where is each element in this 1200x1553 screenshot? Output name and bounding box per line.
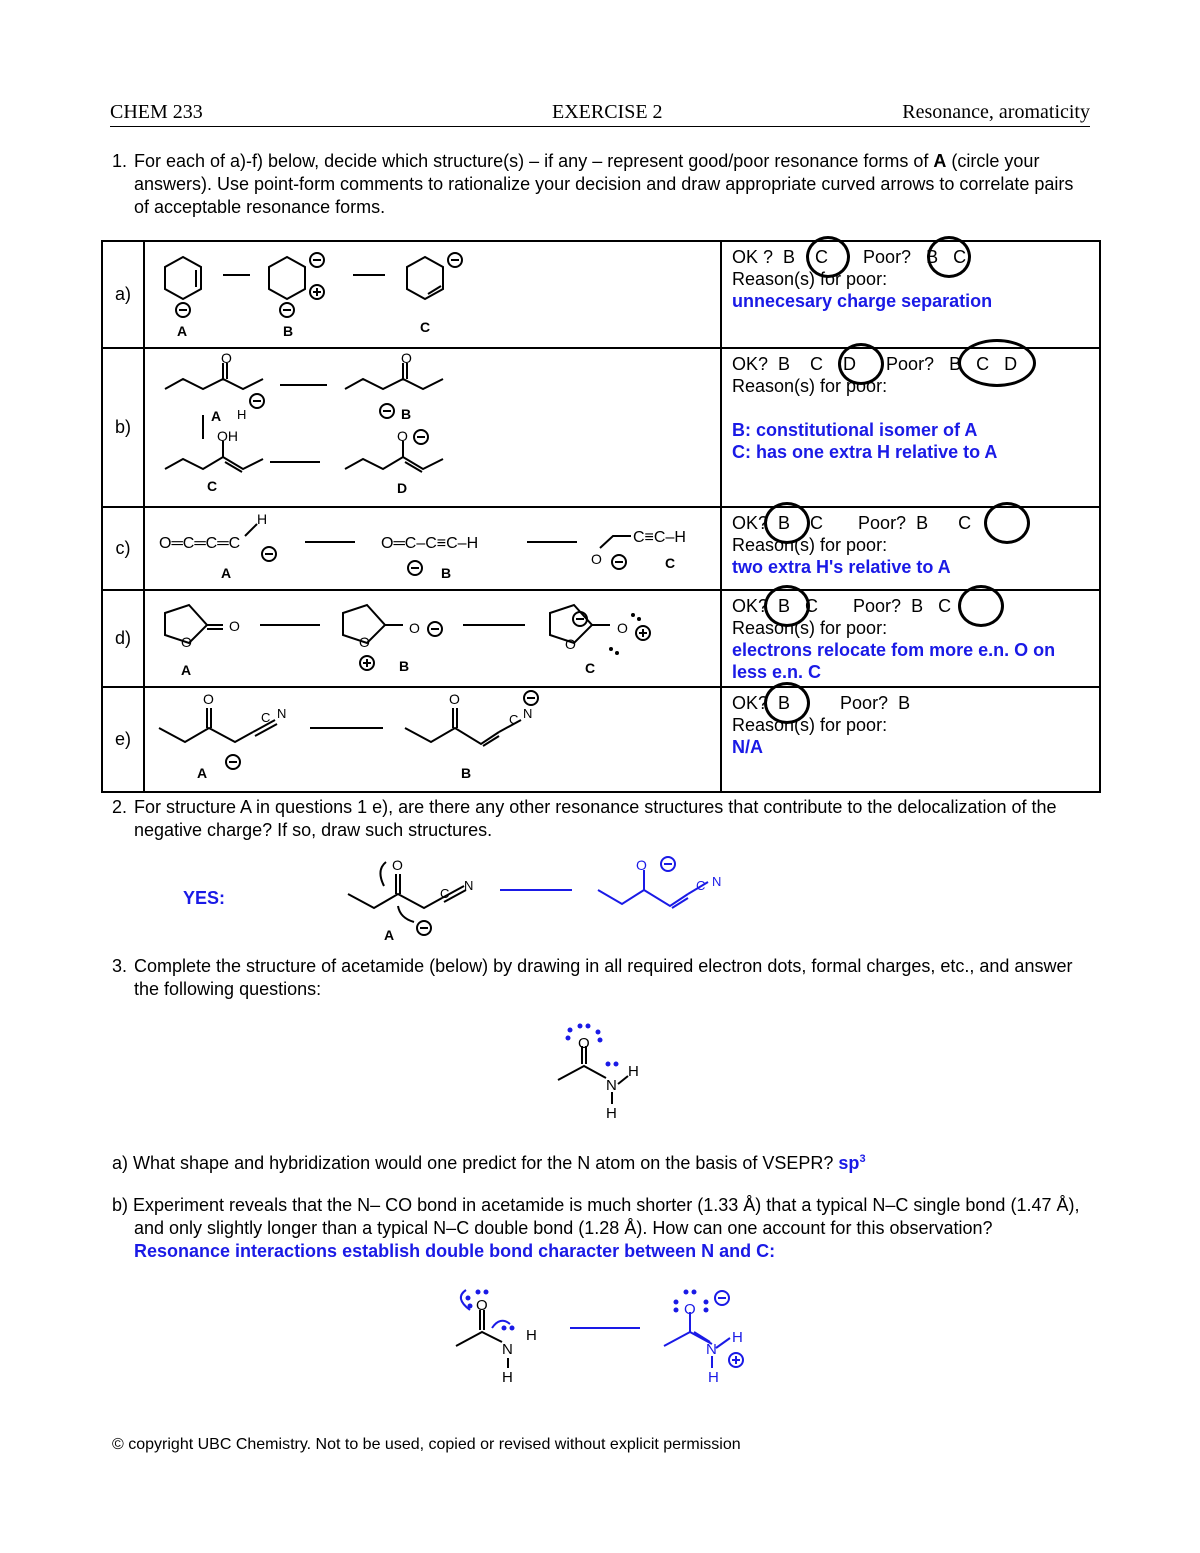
svg-text:O: O <box>409 620 420 636</box>
row-label: c) <box>102 507 144 590</box>
reason-answer: N/A <box>732 737 763 757</box>
ok-poor-line: OK? B C Poor? B C <box>732 513 972 533</box>
svg-text:A: A <box>211 408 222 424</box>
label-A: A <box>177 323 188 339</box>
svg-text:H: H <box>526 1327 537 1344</box>
q2-answer: YES: <box>183 888 226 908</box>
structures-e <box>145 688 720 786</box>
reason-answer: B: constitutional isomer of A <box>732 420 978 440</box>
question-1 <box>112 150 1092 219</box>
svg-text:B: B <box>441 565 452 581</box>
page-header <box>110 100 1090 127</box>
topic-title: Resonance, aromaticity <box>902 101 1090 123</box>
svg-text:B: B <box>461 765 472 781</box>
svg-text:O: O <box>449 691 460 707</box>
table-row <box>102 507 1100 590</box>
formula-a: O═C═C═C <box>159 535 241 552</box>
svg-text:N: N <box>706 1341 717 1358</box>
oxygen-atom: O <box>397 428 408 444</box>
reason-answer: two extra H's relative to A <box>732 557 951 577</box>
resonance-table <box>101 240 1101 793</box>
svg-text:N: N <box>277 706 287 721</box>
svg-text:C: C <box>440 886 450 901</box>
answer-circle <box>764 502 810 544</box>
svg-text:O: O <box>203 691 214 707</box>
table-row <box>102 590 1100 687</box>
oxygen-atom: O <box>221 350 232 366</box>
reason-label: Reason(s) for poor: <box>732 715 888 735</box>
reason-answer: less e.n. C <box>732 662 822 682</box>
answer-cell <box>721 687 1100 792</box>
structures-a <box>145 242 720 342</box>
question-number: 1. <box>112 151 128 171</box>
svg-text:H: H <box>732 1329 743 1346</box>
answer-cell <box>721 348 1100 507</box>
svg-text:A: A <box>221 565 232 581</box>
svg-text:H: H <box>502 1369 513 1386</box>
svg-text:C: C <box>585 660 596 676</box>
structures-cell <box>144 348 721 507</box>
svg-text:O: O <box>591 551 602 567</box>
svg-text:O: O <box>229 618 240 634</box>
q3a-answer: $sp^3$ <box>838 1153 866 1173</box>
structures-c <box>145 508 720 584</box>
svg-text:O: O <box>476 1297 488 1314</box>
svg-text:B: B <box>399 658 410 674</box>
svg-text:C: C <box>665 555 676 571</box>
formula-c: C≡C–H <box>633 529 686 546</box>
ok-poor-line: OK? B C Poor? B C <box>732 596 952 616</box>
structures-d <box>145 591 720 681</box>
table-row <box>102 241 1100 348</box>
answer-circle <box>764 585 810 627</box>
ok-poor-line: OK? B C D Poor? B C D <box>732 354 1018 374</box>
answer-circle <box>764 682 810 724</box>
svg-text:C: C <box>261 710 271 725</box>
answer-circle <box>958 585 1004 627</box>
svg-text:O: O <box>684 1301 696 1318</box>
reason-label: Reason(s) for poor: <box>732 618 888 638</box>
reason-label: Reason(s) for poor: <box>732 269 888 289</box>
course-code: CHEM 233 <box>110 101 203 123</box>
q2-structures <box>340 850 740 945</box>
svg-text:D: D <box>397 480 408 496</box>
formula-b: O═C–C≡C–H <box>381 535 479 552</box>
svg-text:H: H <box>708 1369 719 1386</box>
reason-label: Reason(s) for poor: <box>732 535 888 555</box>
structures-cell <box>144 687 721 792</box>
structures-cell <box>144 241 721 348</box>
svg-text:N: N <box>464 878 474 893</box>
svg-text:C: C <box>509 712 519 727</box>
svg-text:H: H <box>257 511 268 527</box>
row-label: e) <box>102 687 144 792</box>
svg-text:O: O <box>578 1035 590 1052</box>
q3b-resonance <box>440 1280 760 1390</box>
table-row <box>102 687 1100 792</box>
oxygen-atom: O <box>401 350 412 366</box>
row-label: d) <box>102 590 144 687</box>
svg-text:B: B <box>401 406 412 422</box>
question-text: For each of a)-f) below, decide which structure(s) – if any – represent good/poor resonance forms of A (circle your answers). Use point-form comments to rationalize your decision and draw appropriate curved arrows to correlate pairs of acceptable resonance forms. <box>134 151 1074 217</box>
ok-poor-line: OK ? B C Poor? B C <box>732 247 967 267</box>
svg-text:C: C <box>696 878 706 893</box>
row-label: a) <box>102 241 144 348</box>
svg-text:A: A <box>384 927 395 943</box>
answer-circle <box>838 343 884 385</box>
svg-text:N: N <box>502 1341 513 1358</box>
svg-text:C: C <box>207 478 218 494</box>
q3b-answer: Resonance interactions establish double bond character between N and C: <box>134 1241 776 1261</box>
answer-cell <box>721 241 1100 348</box>
acetamide-structure <box>550 1020 660 1124</box>
svg-text:O: O <box>565 636 576 652</box>
answer-circle <box>806 236 850 278</box>
svg-text:N: N <box>606 1077 617 1094</box>
label-B: B <box>283 323 294 339</box>
answer-cell <box>721 507 1100 590</box>
structures-cell <box>144 507 721 590</box>
svg-text:N: N <box>712 874 722 889</box>
svg-text:O: O <box>359 634 370 650</box>
structures-cell <box>144 590 721 687</box>
question-3: 3. Complete the structure of acetamide (below) by drawing in all required electron dots, formal charges, etc., and answer the following questions: <box>112 956 1073 999</box>
svg-text:A: A <box>197 765 208 781</box>
reason-answer: unnecesary charge separation <box>732 291 993 311</box>
hydroxyl-group: OH <box>217 428 238 444</box>
answer-circle <box>927 236 971 278</box>
reason-answer: C: has one extra H relative to A <box>732 442 998 462</box>
svg-text:O: O <box>636 857 647 873</box>
hydrogen-atom: H <box>237 407 247 422</box>
copyright-footer: © copyright UBC Chemistry. Not to be used, copied or revised without explicit permission <box>112 1436 741 1453</box>
question-2: 2. For structure A in questions 1 e), are there any other resonance structures that contribute to the delocalization of the negative charge? If so, draw such structures. <box>112 797 1057 840</box>
answer-cell <box>721 590 1100 687</box>
reason-label: Reason(s) for poor: <box>732 376 888 396</box>
reason-answer: electrons relocate fom more e.n. O on <box>732 640 1056 660</box>
svg-text:N: N <box>523 706 533 721</box>
svg-text:O: O <box>392 857 403 873</box>
structures-b <box>145 349 720 501</box>
svg-text:A: A <box>181 662 192 678</box>
table-row <box>102 348 1100 507</box>
svg-text:O: O <box>181 634 192 650</box>
question-3b: b) Experiment reveals that the N– CO bond in acetamide is much shorter (1.33 Å) that a typical N–C single bond (1.47 Å), and only slightly longer than a typical N–C double bond (1.28 Å). How can one account for this observation? Resonance interactions establish double bond character between N and C: <box>112 1195 1080 1261</box>
answer-circle <box>984 502 1030 544</box>
label-C: C <box>420 319 431 335</box>
question-3a: a) What shape and hybridization would one predict for the N atom on the basis of VSEPR? $sp^3$ <box>112 1153 866 1173</box>
svg-text:O: O <box>617 620 628 636</box>
exercise-title: EXERCISE 2 <box>552 101 663 123</box>
svg-text:H: H <box>606 1105 617 1122</box>
row-label: b) <box>102 348 144 507</box>
answer-circle <box>958 339 1036 387</box>
ok-poor-line: OK? B Poor? B <box>732 693 911 713</box>
svg-text:H: H <box>628 1063 639 1080</box>
